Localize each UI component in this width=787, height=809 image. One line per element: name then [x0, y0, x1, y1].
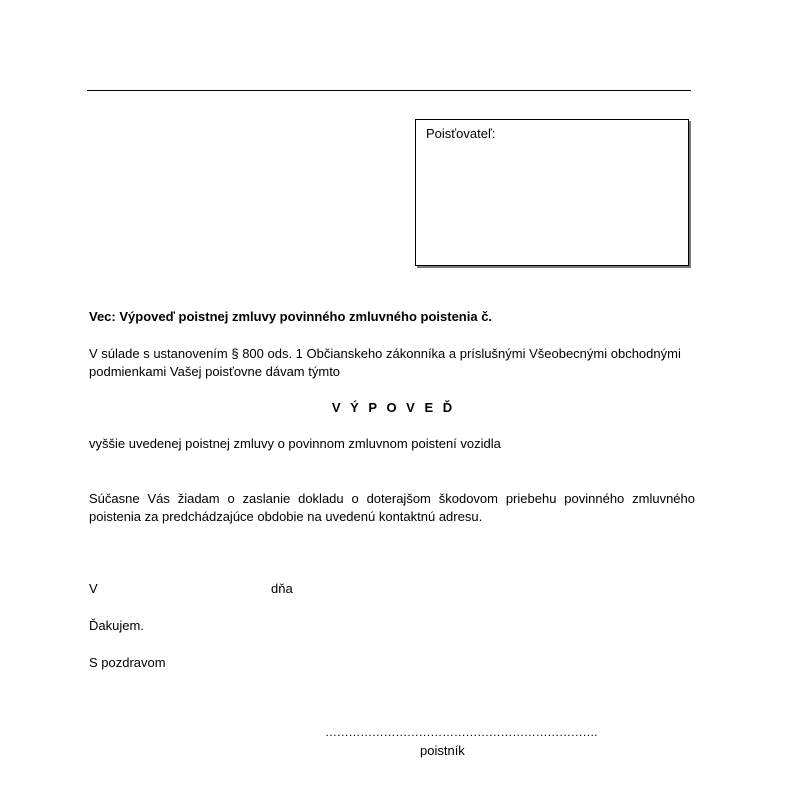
signature-line: ……………………………………………………………. [325, 725, 598, 739]
termination-heading: V Ý P O V E Ď [331, 400, 456, 415]
intro-paragraph: V súlade s ustanovením § 800 ods. 1 Občianskeho zákonníka a príslušnými Všeobecnými obchodnými podmienkami Vašej poisťovne dávam týmto [89, 346, 681, 379]
subject-line: Vec: Výpoveď poistnej zmluvy povinného zmluvného poistenia č. [89, 309, 493, 324]
contract-paragraph: vyššie uvedenej poistnej zmluvy o povinnom zmluvnom poistení vozidla [89, 436, 501, 451]
date-label: dňa [271, 581, 293, 596]
thanks-text: Ďakujem. [89, 618, 144, 633]
top-divider [87, 90, 691, 91]
place-label: V [89, 581, 98, 596]
insurer-address-box [415, 119, 689, 266]
signature-label: poistník [420, 743, 465, 758]
regards-text: S pozdravom [89, 655, 166, 670]
insurer-label: Poisťovateľ: [426, 126, 496, 141]
request-paragraph: Súčasne Vás žiadam o zaslanie dokladu o doterajšom škodovom priebehu povinného zmluvného poistenia za predchádzajúce obdobie na uvedenú kontaktnú adresu. [89, 491, 695, 524]
